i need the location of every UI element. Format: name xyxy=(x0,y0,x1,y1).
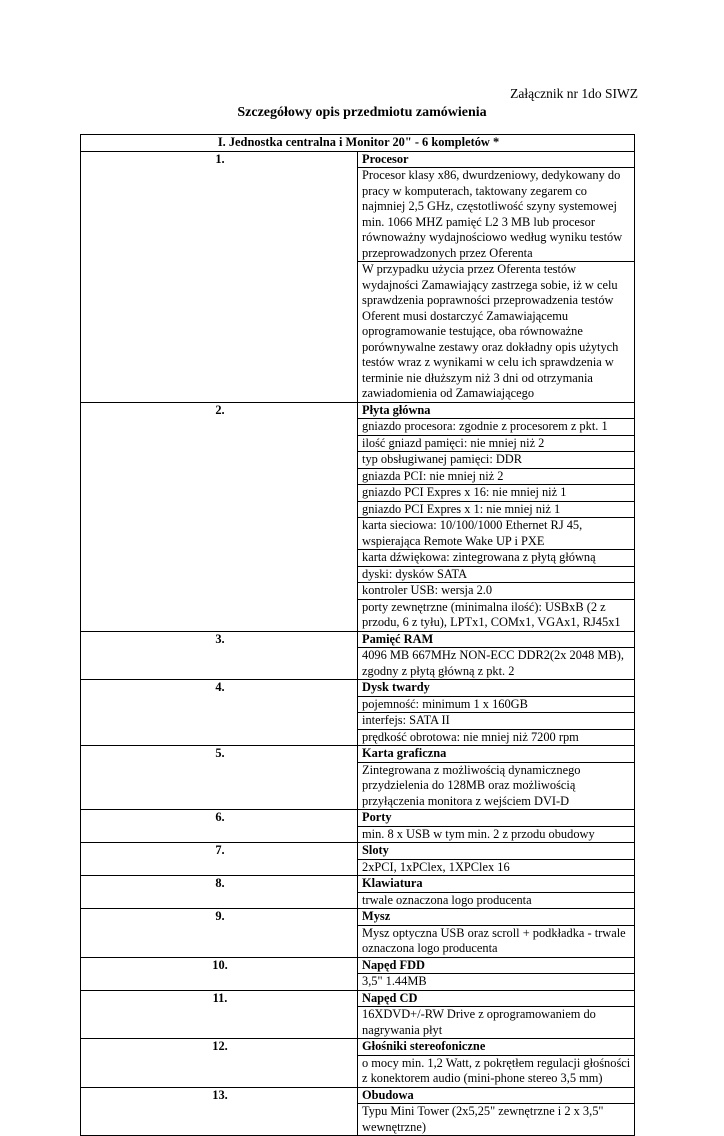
section-row xyxy=(81,151,635,168)
section-name: Dysk twardy xyxy=(358,680,635,697)
section-number: 13. xyxy=(81,1087,358,1136)
section-number: 5. xyxy=(81,746,358,810)
spec-item: pojemność: minimum 1 x 160GB xyxy=(358,696,635,713)
section-row xyxy=(81,402,635,419)
section-number: 7. xyxy=(81,843,358,876)
section-row xyxy=(81,909,635,926)
section-name: Płyta główna xyxy=(358,402,635,419)
section-number: 8. xyxy=(81,876,358,909)
section-number: 2. xyxy=(81,402,358,631)
section-number: 3. xyxy=(81,631,358,680)
spec-item: prędkość obrotowa: nie mniej niż 7200 rpm xyxy=(358,729,635,746)
section-number: 12. xyxy=(81,1039,358,1088)
spec-item: gniazdo PCI Expres x 16: nie mniej niż 1 xyxy=(358,485,635,502)
section-number: 11. xyxy=(81,990,358,1039)
spec-item: typ obsługiwanej pamięci: DDR xyxy=(358,452,635,469)
section-name: Głośniki stereofoniczne xyxy=(358,1039,635,1056)
section-number: 9. xyxy=(81,909,358,958)
section-name: Procesor xyxy=(358,151,635,168)
section-row xyxy=(81,1087,635,1104)
section-row xyxy=(81,810,635,827)
section-name: Sloty xyxy=(358,843,635,860)
spec-item: porty zewnętrzne (minimalna ilość): USBxB (2 z przodu, 6 z tyłu), LPTx1, COMx1, VGAx1, RJ45x1 xyxy=(358,599,635,631)
spec-item: karta sieciowa: 10/100/1000 Ethernet RJ 45, wspierająca Remote Wake UP i PXE xyxy=(358,518,635,550)
section-name: Karta graficzna xyxy=(358,746,635,763)
spec-item: gniazdo procesora: zgodnie z procesorem z pkt. 1 xyxy=(358,419,635,436)
section-row xyxy=(81,1039,635,1056)
spec-item: Mysz optyczna USB oraz scroll + podkładka - trwale oznaczona logo producenta xyxy=(358,925,635,957)
document-title: Szczegółowy opis przedmiotu zamówienia xyxy=(237,105,487,120)
section-name: Porty xyxy=(358,810,635,827)
specification-table xyxy=(80,134,635,1136)
spec-item: o mocy min. 1,2 Watt, z pokrętłem regulacji głośności z konektorem audio (mini-phone stereo 3,5 mm) xyxy=(358,1055,635,1087)
section-row xyxy=(81,990,635,1007)
spec-item: trwale oznaczona logo producenta xyxy=(358,892,635,909)
spec-item: interfejs: SATA II xyxy=(358,713,635,730)
spec-item: karta dźwiękowa: zintegrowana z płytą główną xyxy=(358,550,635,567)
annex-label: Załącznik nr 1do SIWZ xyxy=(510,86,638,101)
spec-item: min. 8 x USB w tym min. 2 z przodu obudowy xyxy=(358,826,635,843)
table-header: I. Jednostka centralna i Monitor 20" - 6 kompletów * xyxy=(81,135,635,152)
section-number: 6. xyxy=(81,810,358,843)
section-number: 10. xyxy=(81,957,358,990)
spec-item: gniazda PCI: nie mniej niż 2 xyxy=(358,468,635,485)
spec-item: ilość gniazd pamięci: nie mniej niż 2 xyxy=(358,435,635,452)
section-row xyxy=(81,843,635,860)
spec-item: 3,5" 1.44MB xyxy=(358,974,635,991)
spec-item: Procesor klasy x86, dwurdzeniowy, dedykowany do pracy w komputerach, taktowany zegarem co najmniej 2,5 GHz, częstotliwość szyny systemowej min. 1066 MHZ pamięć L2 3 MB lub procesor równoważny wydajnościowo według wyniku testów przeprowadzonych przez Oferenta xyxy=(358,168,635,262)
section-row xyxy=(81,957,635,974)
section-name: Mysz xyxy=(358,909,635,926)
section-name: Obudowa xyxy=(358,1087,635,1104)
spec-item: kontroler USB: wersja 2.0 xyxy=(358,583,635,600)
section-row xyxy=(81,746,635,763)
section-name: Klawiatura xyxy=(358,876,635,893)
section-number: 4. xyxy=(81,680,358,746)
section-row xyxy=(81,876,635,893)
spec-item: 16XDVD+/-RW Drive z oprogramowaniem do nagrywania płyt xyxy=(358,1007,635,1039)
spec-item: dyski: dysków SATA xyxy=(358,566,635,583)
section-row xyxy=(81,680,635,697)
spec-item: W przypadku użycia przez Oferenta testów wydajności Zamawiający zastrzega sobie, iż w celu sprawdzenia poprawności przeprowadzenia testów Oferent musi dostarczyć Zamawiającemu oprogramowanie testujące, oba równoważne porównywalne zestawy oraz dokładny opis użytych testów wraz z wynikami w celu ich sprawdzenia w terminie nie dłuższym niż 3 dni od otrzymania zawiadomienia od Zamawiającego xyxy=(358,262,635,403)
section-number: 1. xyxy=(81,151,358,402)
spec-item: 4096 MB 667MHz NON-ECC DDR2(2x 2048 MB), zgodny z płytą główną z pkt. 2 xyxy=(358,648,635,680)
spec-item: gniazdo PCI Expres x 1: nie mniej niż 1 xyxy=(358,501,635,518)
section-name: Pamięć RAM xyxy=(358,631,635,648)
section-name: Napęd CD xyxy=(358,990,635,1007)
spec-item: Zintegrowana z możliwością dynamicznego przydzielenia do 128MB oraz możliwością przyłączenia monitora z wejściem DVI-D xyxy=(358,762,635,810)
table-header-row xyxy=(81,135,635,152)
section-row xyxy=(81,631,635,648)
section-name: Napęd FDD xyxy=(358,957,635,974)
spec-item: 2xPCI, 1xPClex, 1XPClex 16 xyxy=(358,859,635,876)
spec-item: Typu Mini Tower (2x5,25" zewnętrzne i 2 x 3,5" wewnętrzne) xyxy=(358,1104,635,1136)
